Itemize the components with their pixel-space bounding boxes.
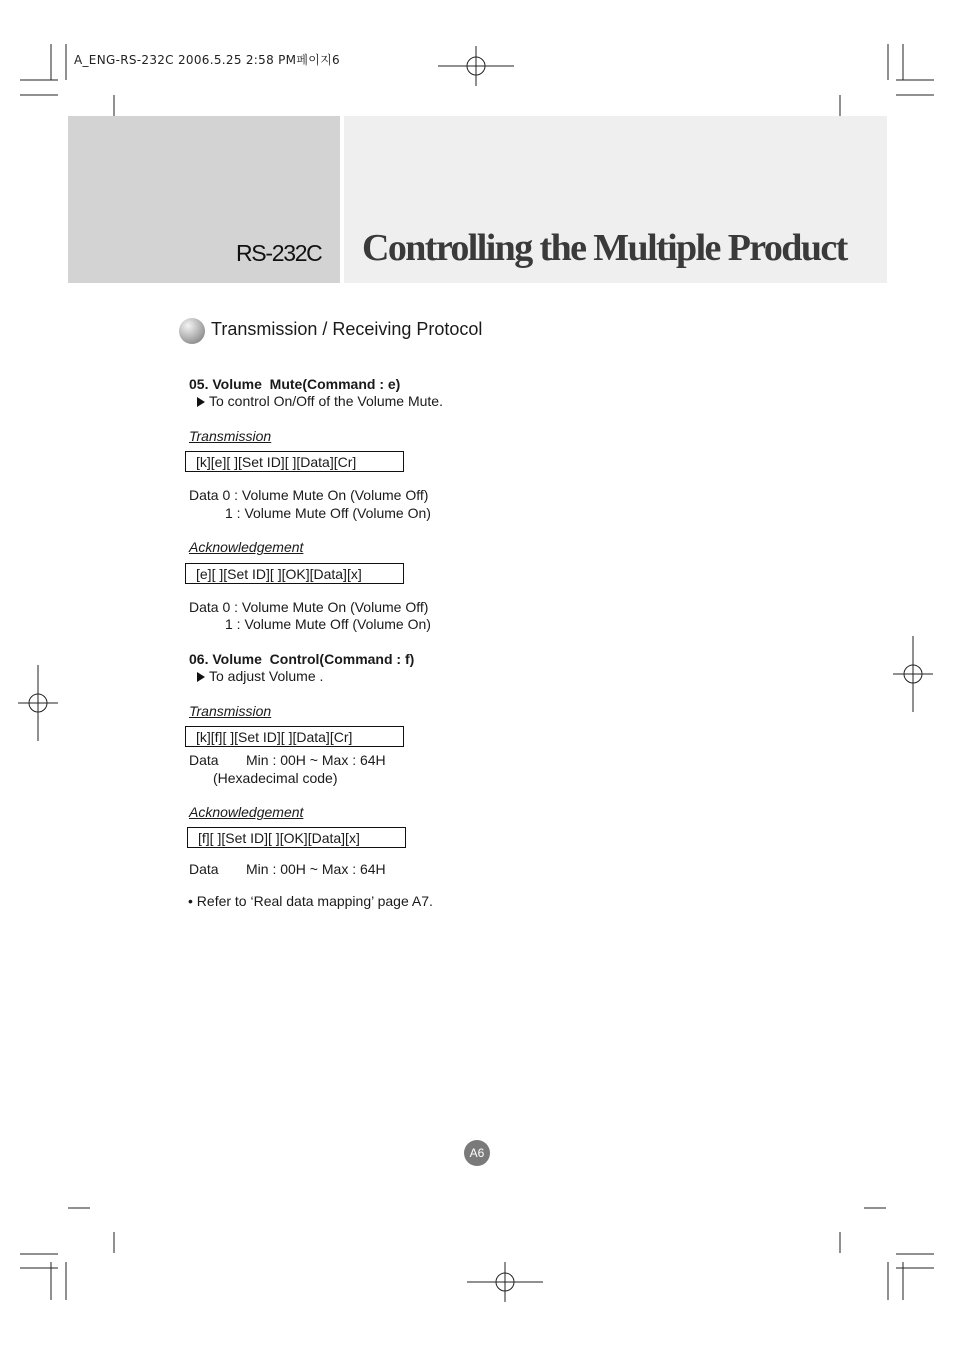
cmd06-transmission-label: Transmission — [189, 703, 272, 719]
cmd06-ack-data-range: Min : 00H ~ Max : 64H — [246, 861, 386, 877]
cmd06-transmission-box: [k][f][ ][Set ID][ ][Data][Cr] — [185, 726, 404, 747]
cmd06-desc: To adjust Volume . — [209, 668, 324, 684]
cmd06-data-note: (Hexadecimal code) — [213, 770, 338, 786]
triangle-right-icon — [197, 672, 205, 682]
subheading: Transmission / Receiving Protocol — [211, 319, 483, 339]
cmd05-data-line1: Data 0 : Volume Mute On (Volume Off) — [189, 487, 429, 503]
cmd05-ack-line1: Data 0 : Volume Mute On (Volume Off) — [189, 599, 429, 615]
section-label: RS-232C — [236, 240, 322, 266]
page-number-badge: A6 — [464, 1140, 490, 1166]
sphere-bullet-icon — [179, 318, 205, 344]
cmd05-ack-line2: 1 : Volume Mute Off (Volume On) — [225, 616, 431, 632]
cmd06-data-word: Data — [189, 752, 219, 768]
cmd05-transmission-box: [k][e][ ][Set ID][ ][Data][Cr] — [185, 451, 404, 472]
triangle-right-icon — [197, 397, 205, 407]
cmd05-title: 05. Volume Mute(Command : e) — [189, 376, 401, 392]
cmd06-ack-label: Acknowledgement — [189, 804, 304, 820]
cmd05-transmission-label: Transmission — [189, 428, 272, 444]
cmd05-ack-box: [e][ ][Set ID][ ][OK][Data][x] — [185, 563, 404, 584]
cmd06-title: 06. Volume Control(Command : f) — [189, 651, 415, 667]
page-title: Controlling the Multiple Product — [362, 227, 847, 269]
print-slug: A_ENG-RS-232C 2006.5.25 2:58 PM페이지6 — [74, 53, 340, 67]
cmd05-desc: To control On/Off of the Volume Mute. — [209, 393, 443, 409]
cmd06-desc-row — [197, 668, 323, 685]
cmd05-ack-label: Acknowledgement — [189, 539, 304, 555]
cmd05-desc-row — [197, 393, 443, 410]
footnote: • Refer to ‘Real data mapping’ page A7. — [188, 893, 433, 909]
cmd05-data-line2: 1 : Volume Mute Off (Volume On) — [225, 505, 431, 521]
cmd06-ack-data-word: Data — [189, 861, 219, 877]
cmd06-ack-box: [f][ ][Set ID][ ][OK][Data][x] — [187, 827, 406, 848]
cmd06-data-range: Min : 00H ~ Max : 64H — [246, 752, 386, 768]
